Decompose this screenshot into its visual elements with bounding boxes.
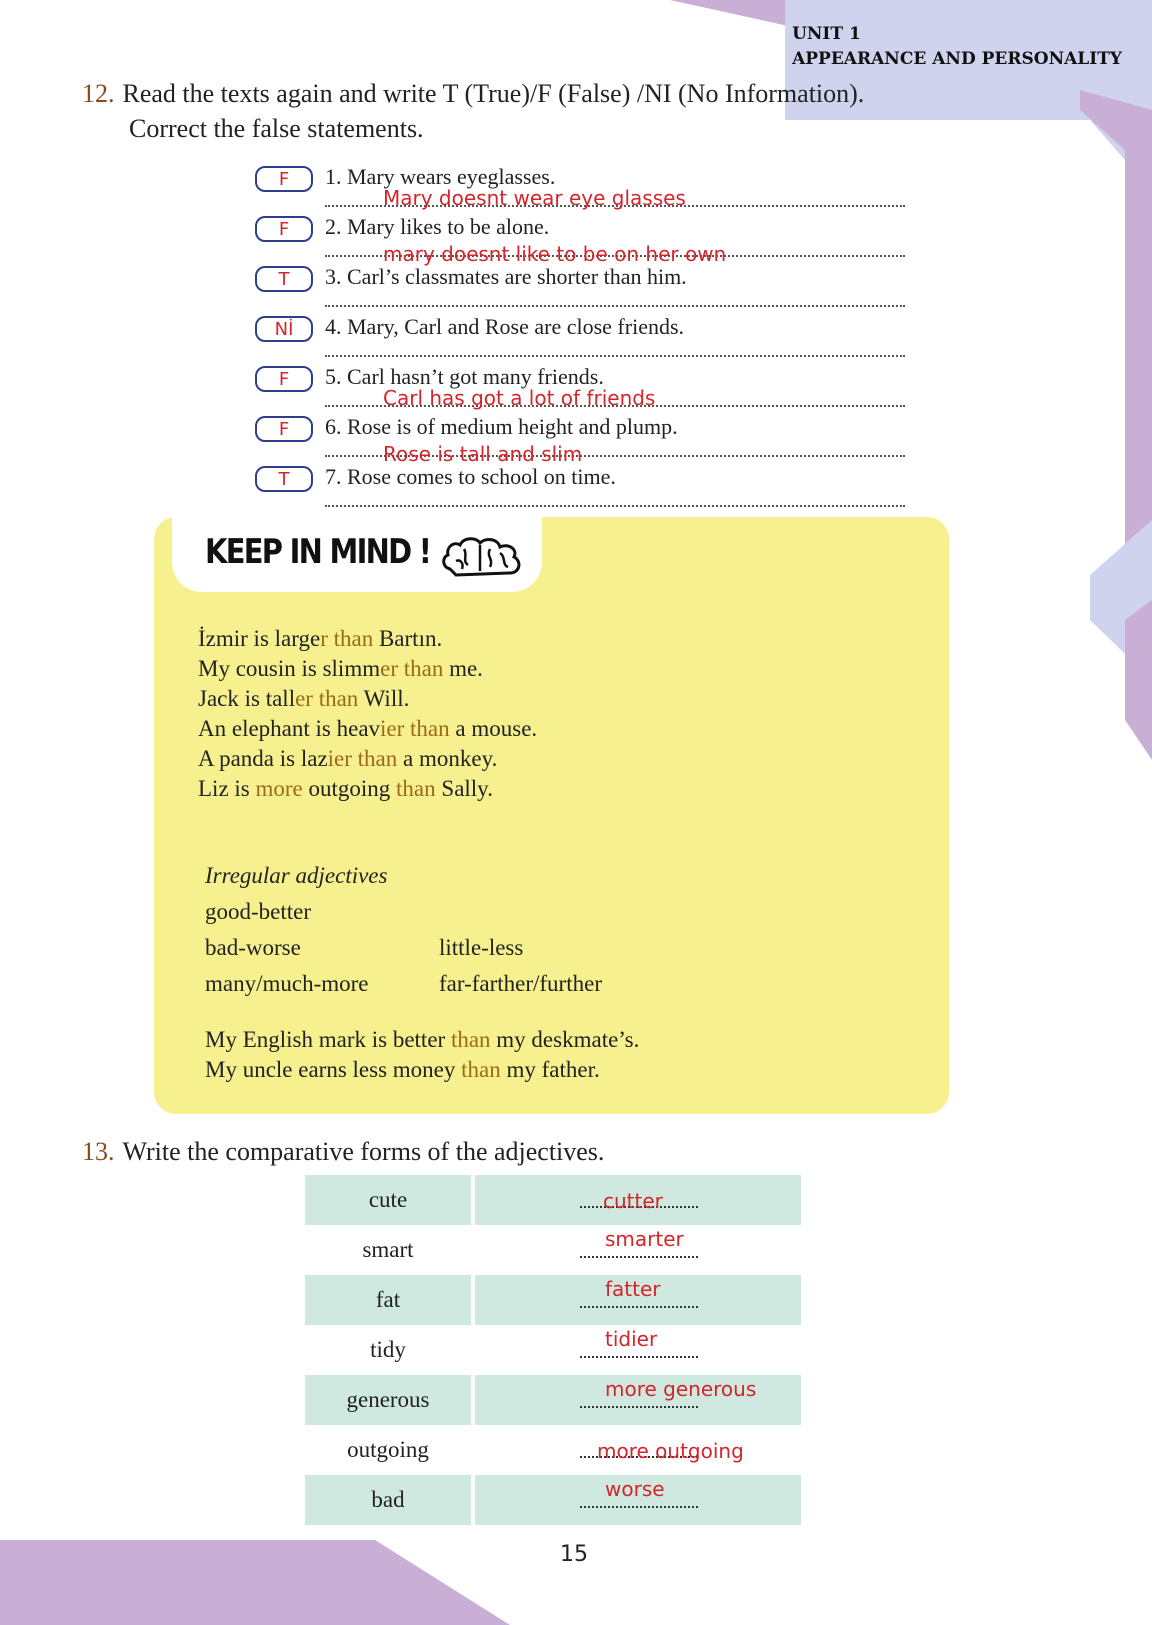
exercise-instruction: Read the texts again and write T (True)/F (False) /NI (No Information). — [122, 79, 865, 108]
comparative-highlight: er than — [380, 656, 444, 681]
answer-box[interactable]: Nİ — [255, 316, 313, 342]
correction-text: Mary doesnt wear eye glasses — [383, 186, 686, 210]
answer-cell[interactable] — [475, 1175, 801, 1225]
adjective-cell: generous — [305, 1375, 471, 1425]
sentence-part: Sally. — [435, 776, 493, 801]
answer-line — [580, 1406, 698, 1408]
sentence-part: Will. — [358, 686, 410, 711]
irregular-item: little-less — [439, 935, 524, 960]
adjective-cell: outgoing — [347, 1437, 429, 1462]
answer-text: cutter — [603, 1189, 663, 1213]
sentence-part: a monkey. — [397, 746, 498, 771]
statement-text: 3. Carl’s classmates are shorter than him. — [325, 264, 687, 289]
sentence-part: me. — [443, 656, 483, 681]
statement-text: 5. Carl hasn’t got many friends. — [325, 364, 604, 389]
sentence-part: İzmir is large — [198, 626, 321, 651]
comparative-highlight: than — [450, 1027, 491, 1052]
correction-text: mary doesnt like to be on her own — [383, 242, 727, 266]
statement-text: 7. Rose comes to school on time. — [325, 464, 616, 489]
correction-text: Rose is tall and slim — [383, 442, 583, 466]
table-row — [305, 1175, 801, 1225]
adjective-cell: cute — [305, 1175, 471, 1225]
adjective-cell: fat — [305, 1275, 471, 1325]
example-sentence — [198, 776, 493, 802]
example-sentence — [205, 1027, 639, 1053]
comparative-table — [301, 1175, 805, 1525]
statement-row — [255, 160, 905, 210]
table-row — [305, 1275, 801, 1325]
table-row — [305, 1325, 801, 1375]
statement-row — [255, 210, 905, 266]
statement-row — [255, 260, 905, 310]
irregular-item: far-farther/further — [439, 971, 602, 996]
statement-row — [255, 360, 905, 410]
answer-text: tidier — [605, 1327, 658, 1351]
comparative-highlight: than — [461, 1057, 501, 1082]
example-sentence — [198, 746, 497, 772]
exercise-number: 12. — [82, 79, 115, 108]
table-row — [305, 1475, 801, 1525]
answer-line — [580, 1306, 698, 1308]
answer-box[interactable]: F — [255, 216, 313, 242]
answer-text: smarter — [605, 1227, 684, 1251]
answer-cell[interactable] — [475, 1225, 801, 1275]
example-sentence — [198, 716, 537, 742]
unit-header — [792, 22, 1122, 72]
answer-line — [580, 1506, 698, 1508]
sentence-part: my deskmate’s. — [490, 1027, 640, 1052]
example-sentence — [198, 626, 442, 652]
answer-text: worse — [605, 1477, 665, 1501]
exercise-12-title — [82, 76, 864, 111]
answer-cell[interactable] — [475, 1375, 801, 1425]
answer-line — [325, 355, 905, 357]
irregular-item: many/much-more — [205, 971, 369, 996]
comparative-highlight: ier than — [380, 716, 450, 741]
answer-text: fatter — [605, 1277, 661, 1301]
brain-icon — [440, 535, 526, 581]
sentence-part: my father. — [500, 1057, 600, 1082]
statement-text: 4. Mary, Carl and Rose are close friends. — [325, 314, 685, 339]
answer-box[interactable]: T — [255, 266, 313, 292]
answer-cell[interactable] — [475, 1475, 801, 1525]
statement-row — [255, 310, 905, 360]
answer-cell[interactable] — [475, 1275, 801, 1325]
adjective-cell: tidy — [370, 1337, 406, 1362]
answer-box[interactable]: T — [255, 466, 313, 492]
comparative-highlight: than — [396, 776, 436, 801]
page-number: 15 — [560, 1542, 588, 1567]
irregular-title: Irregular adjectives — [205, 863, 388, 888]
sentence-part: My uncle earns less money — [205, 1057, 462, 1082]
statement-row — [255, 410, 905, 466]
statement-row — [255, 460, 905, 510]
statement-text: 1. Mary wears eyeglasses. — [325, 164, 556, 189]
answer-box[interactable]: F — [255, 366, 313, 392]
keep-in-mind-box — [154, 517, 949, 1114]
answer-text: more generous — [605, 1377, 757, 1401]
comparative-highlight: ier than — [327, 746, 398, 771]
exercise-13-title — [82, 1134, 604, 1169]
example-sentence — [198, 686, 409, 712]
adjective-cell: bad — [305, 1475, 471, 1525]
answer-cell[interactable] — [475, 1425, 801, 1475]
unit-topic: APPEARANCE AND PERSONALITY — [792, 49, 1122, 69]
exercise-12-subtitle: Correct the false statements. — [129, 114, 424, 143]
sentence-part: A panda is laz — [198, 746, 328, 771]
answer-box[interactable]: F — [255, 416, 313, 442]
comparative-highlight: r than — [320, 626, 374, 651]
statement-text: 2. Mary likes to be alone. — [325, 214, 550, 239]
answer-box[interactable]: F — [255, 166, 313, 192]
adjective-cell: smart — [362, 1237, 414, 1262]
irregular-item: bad-worse — [205, 935, 301, 960]
irregular-item: good-better — [205, 899, 312, 924]
comparative-highlight: more — [255, 776, 303, 801]
table-row — [305, 1375, 801, 1425]
keep-in-mind-title: KEEP IN MIND ! — [205, 532, 431, 572]
answer-line — [580, 1356, 698, 1358]
statement-text: 6. Rose is of medium height and plump. — [325, 414, 678, 439]
sentence-part: outgoing — [302, 776, 397, 801]
exercise-number: 13. — [82, 1137, 115, 1166]
sentence-part: My English mark is better — [205, 1027, 451, 1052]
example-sentence — [205, 1057, 600, 1083]
sentence-part: a mouse. — [449, 716, 538, 741]
sentence-part: An elephant is heav — [198, 716, 381, 741]
sentence-part: Jack is tall — [198, 686, 296, 711]
example-sentence — [198, 656, 483, 682]
sentence-part: Liz is — [198, 776, 256, 801]
answer-text: more outgoing — [597, 1439, 744, 1463]
answer-line — [580, 1256, 698, 1258]
unit-label: UNIT 1 — [792, 24, 861, 44]
correction-text: Carl has got a lot of friends — [383, 386, 656, 410]
sentence-part: Bartın. — [373, 626, 443, 651]
sentence-part: My cousin is slimm — [198, 656, 381, 681]
answer-cell[interactable] — [475, 1325, 801, 1375]
comparative-highlight: er than — [295, 686, 359, 711]
answer-line — [325, 305, 905, 307]
exercise-instruction: Write the comparative forms of the adjectives. — [122, 1137, 605, 1166]
table-row — [305, 1225, 801, 1275]
table-row — [305, 1425, 801, 1475]
